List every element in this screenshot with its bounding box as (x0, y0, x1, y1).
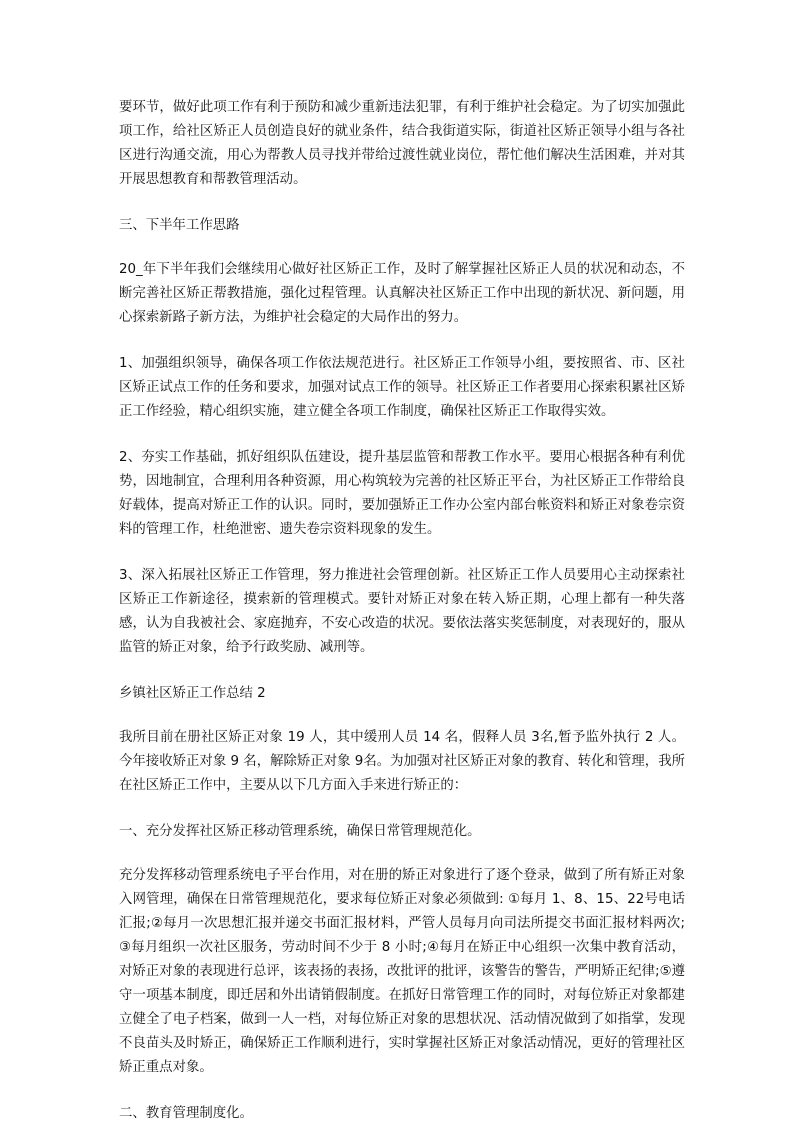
section-heading-education: 二、教育管理制度化。 (119, 1106, 253, 1121)
paragraph-plan-intro: 20_年下半年我们会继续用心做好社区矫正工作，及时了解掌握社区矫正人员的状况和动态，不断完善社区矫正帮教措施，强化过程管理。认真解决社区矫正工作中出现的新状况、新问题，用心探索新路子新方法，为维护社会稳定的大局作出的努力。 (119, 262, 685, 325)
section-heading-plan: 三、下半年工作思路 (119, 218, 240, 233)
paragraph-mobile-management: 充分发挥移动管理系统电子平台作用，对在册的矫正对象进行了逐个登录，做到了所有矫正对象入网管理，确保在日常管理规范化，要求每位矫正对象必须做到: ①每月 1、8、15、22号电话汇报;②每月一次思想汇报并递交书面汇报材料，严管人员每月向司法所提交书面汇报材料两次;③每月组织一次社区服务，劳动时间不少于 8 小时;④每月在矫正中心组织一次集中教育活动，对矫正对象的表现进行总评，该表扬的表扬，改批评的批评，该警告的警告，严明矫正纪律;⑤遵守一项基本制度，即迁居和外出请销假制度。在抓好日常管理工作的同时，对每位矫正对象都建立健全了电子档案，做到一人一档，对每位矫正对象的思想状况、活动情况做到了如指掌，发现不良苗头及时矫正，确保矫正工作顺利进行，实时掌握社区矫正对象活动情况，更好的管理社区矫正重点对象。 (119, 868, 685, 1075)
paragraph-plan-item-2: 2、夯实工作基础，抓好组织队伍建设，提升基层监管和帮教工作水平。要用心根据各种有利优势，因地制宜，合理利用各种资源，用心构筑较为完善的社区矫正平台，为社区矫正工作带给良好载体，提高对矫正工作的认识。同时，要加强矫正工作办公室内部台帐资料和矫正对象卷宗资料的管理工作，杜绝泄密、遗失卷宗资料现象的发生。 (119, 450, 685, 537)
section-heading-mobile-management: 一、充分发挥社区矫正移动管理系统，确保日常管理规范化。 (119, 824, 481, 839)
paragraph-plan-item-1: 1、加强组织领导，确保各项工作依法规范进行。社区矫正工作领导小组，要按照省、市、区社区矫正试点工作的任务和要求，加强对试点工作的领导。社区矫正工作者要用心探索积累社区矫正工作经验，精心组织实施，建立健全各项工作制度，确保社区矫正工作取得实效。 (119, 356, 685, 419)
paragraph-employment: 要环节，做好此项工作有利于预防和减少重新违法犯罪，有利于维护社会稳定。为了切实加强此项工作，给社区矫正人员创造良好的就业条件，结合我街道实际，街道社区矫正领导小组与各社区进行沟通交流，用心为帮教人员寻找并带给过渡性就业岗位，帮忙他们解决生活困难，并对其开展思想教育和帮教管理活动。 (119, 100, 685, 187)
paragraph-plan-item-3: 3、深入拓展社区矫正工作管理，努力推进社会管理创新。社区矫正工作人员要用心主动探索社区矫正工作新途径，摸索新的管理模式。要针对矫正对象在转入矫正期，心理上都有一种失落感，认为自我被社会、家庭抛弃，不安心改造的状况。要依法落实奖惩制度，对表现好的，服从监管的矫正对象，给予行政奖励、减刑等。 (119, 568, 685, 655)
document-page (119, 96, 685, 1146)
document-subtitle-2: 乡镇社区矫正工作总结 2 (119, 686, 266, 701)
paragraph-summary-intro: 我所目前在册社区矫正对象 19 人，其中缓刑人员 14 名，假释人员 3名,暂予监外执行 2 人。今年接收矫正对象 9 名，解除矫正对象 9名。为加强对社区矫正对象的教育、转化和管理，我所在社区矫正工作中，主要从以下几方面入手来进行矫正的： (119, 730, 685, 793)
